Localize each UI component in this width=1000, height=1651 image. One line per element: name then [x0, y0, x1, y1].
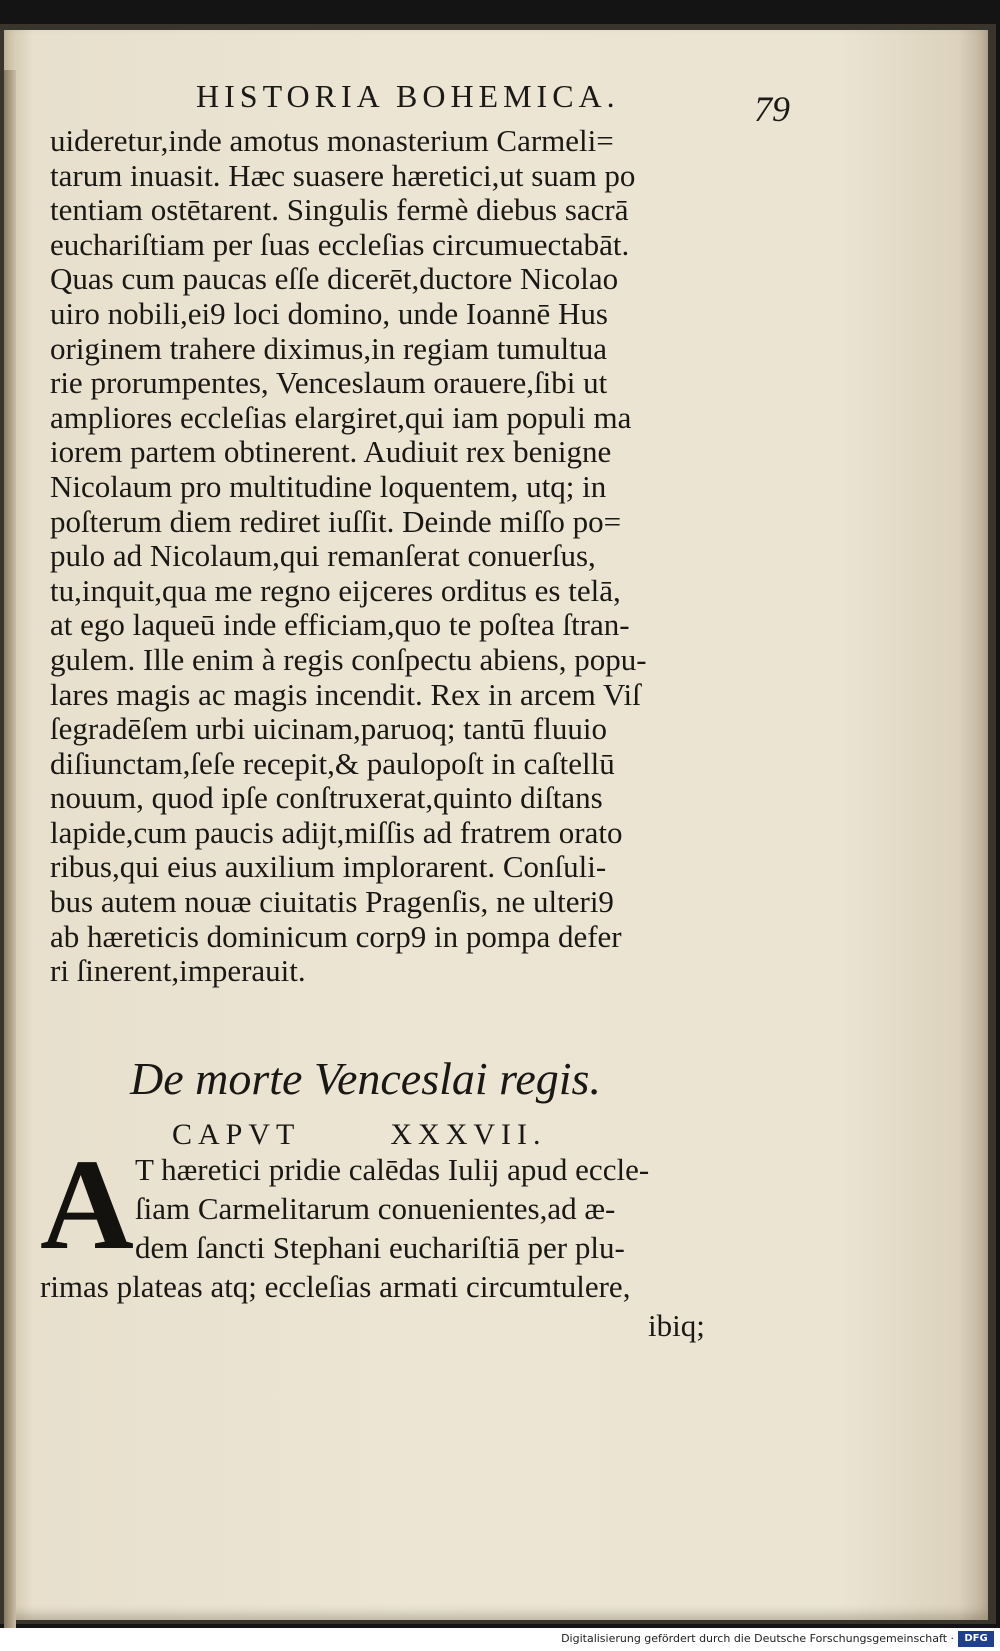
text-line: at ego laqueū inde efficiam,quo te poſtea ſtran- [50, 607, 630, 643]
caput-roman-numeral: XXXVII. [390, 1118, 547, 1151]
text-line: lapide,cum paucis adijt,miſſis ad fratrem orato [50, 814, 623, 850]
text-line: tu,inquit,qua me regno eijceres orditus es telā, [50, 572, 621, 608]
text-line: uiro nobili,ei9 loci domino, unde Ioannē Hus [50, 295, 608, 331]
caput-label: CAPVT [172, 1118, 301, 1151]
text-line: ampliores eccleſias elargiret,qui iam populi ma [50, 399, 632, 435]
text-line: poſterum diem rediret iuſſit. Deinde miſſo po= [50, 503, 622, 539]
text-line: pulo ad Nicolaum,qui remanſerat conuerſus, [50, 538, 596, 574]
body-text [50, 124, 760, 989]
text-line: nouum, quod ipſe conſtruxerat,quinto diſtans [50, 780, 603, 816]
page-number: 79 [754, 89, 790, 129]
text-line: tarum inuasit. Hæc suasere hæretici,ut suam po [50, 157, 636, 193]
text-line: rimas plateas atq; eccleſias armati circumtulere, [40, 1269, 631, 1304]
page-gutter [4, 70, 16, 1640]
text-line: ri ſinerent,imperauit. [50, 953, 306, 989]
text-line: ſegradēſem urbi uicinam,paruoq; tantū fluuio [50, 711, 607, 747]
text-line: rie prorumpentes, Venceslaum orauere,ſibi ut [50, 365, 608, 401]
text-line: tentiam ostētarent. Singulis fermè diebus sacrā [50, 192, 629, 228]
catchword: ibiq; [648, 1308, 705, 1343]
text-line: Nicolaum pro multitudine loquentem, utq; in [50, 468, 607, 504]
footer-bar [0, 1628, 1000, 1651]
text-line: lares magis ac magis incendit. Rex in arcem Viſ [50, 676, 641, 712]
text-line: uideretur,inde amotus monasterium Carmeli= [50, 123, 614, 158]
text-line: euchariſtiam per ſuas eccleſias circumuectabāt. [50, 226, 630, 262]
text-line: dem ſancti Stephani euchariſtiā per plu- [135, 1230, 625, 1265]
text-line: iorem partem obtinerent. Audiuit rex benigne [50, 434, 612, 470]
text-line: ſiam Carmelitarum conuenientes,ad æ- [135, 1191, 616, 1226]
drop-cap: A [40, 1133, 134, 1277]
text-line: T hæretici pridie calēdas Iulij apud eccle- [135, 1152, 650, 1187]
text-line: Quas cum paucas eſſe dicerēt,ductore Nicolao [50, 261, 619, 297]
text-line: ribus,qui eius auxilium implorarent. Conſuli- [50, 849, 607, 885]
text-line: originem trahere diximus,in regiam tumultua [50, 330, 608, 366]
text-line: diſiunctam,ſeſe recepit,& paulopoſt in caſtellū [50, 745, 615, 781]
running-title: HISTORIA BOHEMICA. [196, 78, 620, 114]
chapter-heading: De morte Venceslai regis. [130, 1053, 601, 1104]
chapter-number [172, 1118, 547, 1152]
text-line: bus autem nouæ ciuitatis Pragenſis, ne ulteri9 [50, 884, 614, 920]
dfg-logo[interactable]: DFG [958, 1631, 994, 1647]
chapter-text [40, 1150, 760, 1345]
text-line: ab hæreticis dominicum corp9 in pompa defer [50, 918, 622, 954]
funding-credit: Digitalisierung gefördert durch die Deutsche Forschungsgemeinschaft · [561, 1632, 954, 1645]
text-line: gulem. Ille enim à regis conſpectu abiens, popu- [50, 641, 647, 677]
